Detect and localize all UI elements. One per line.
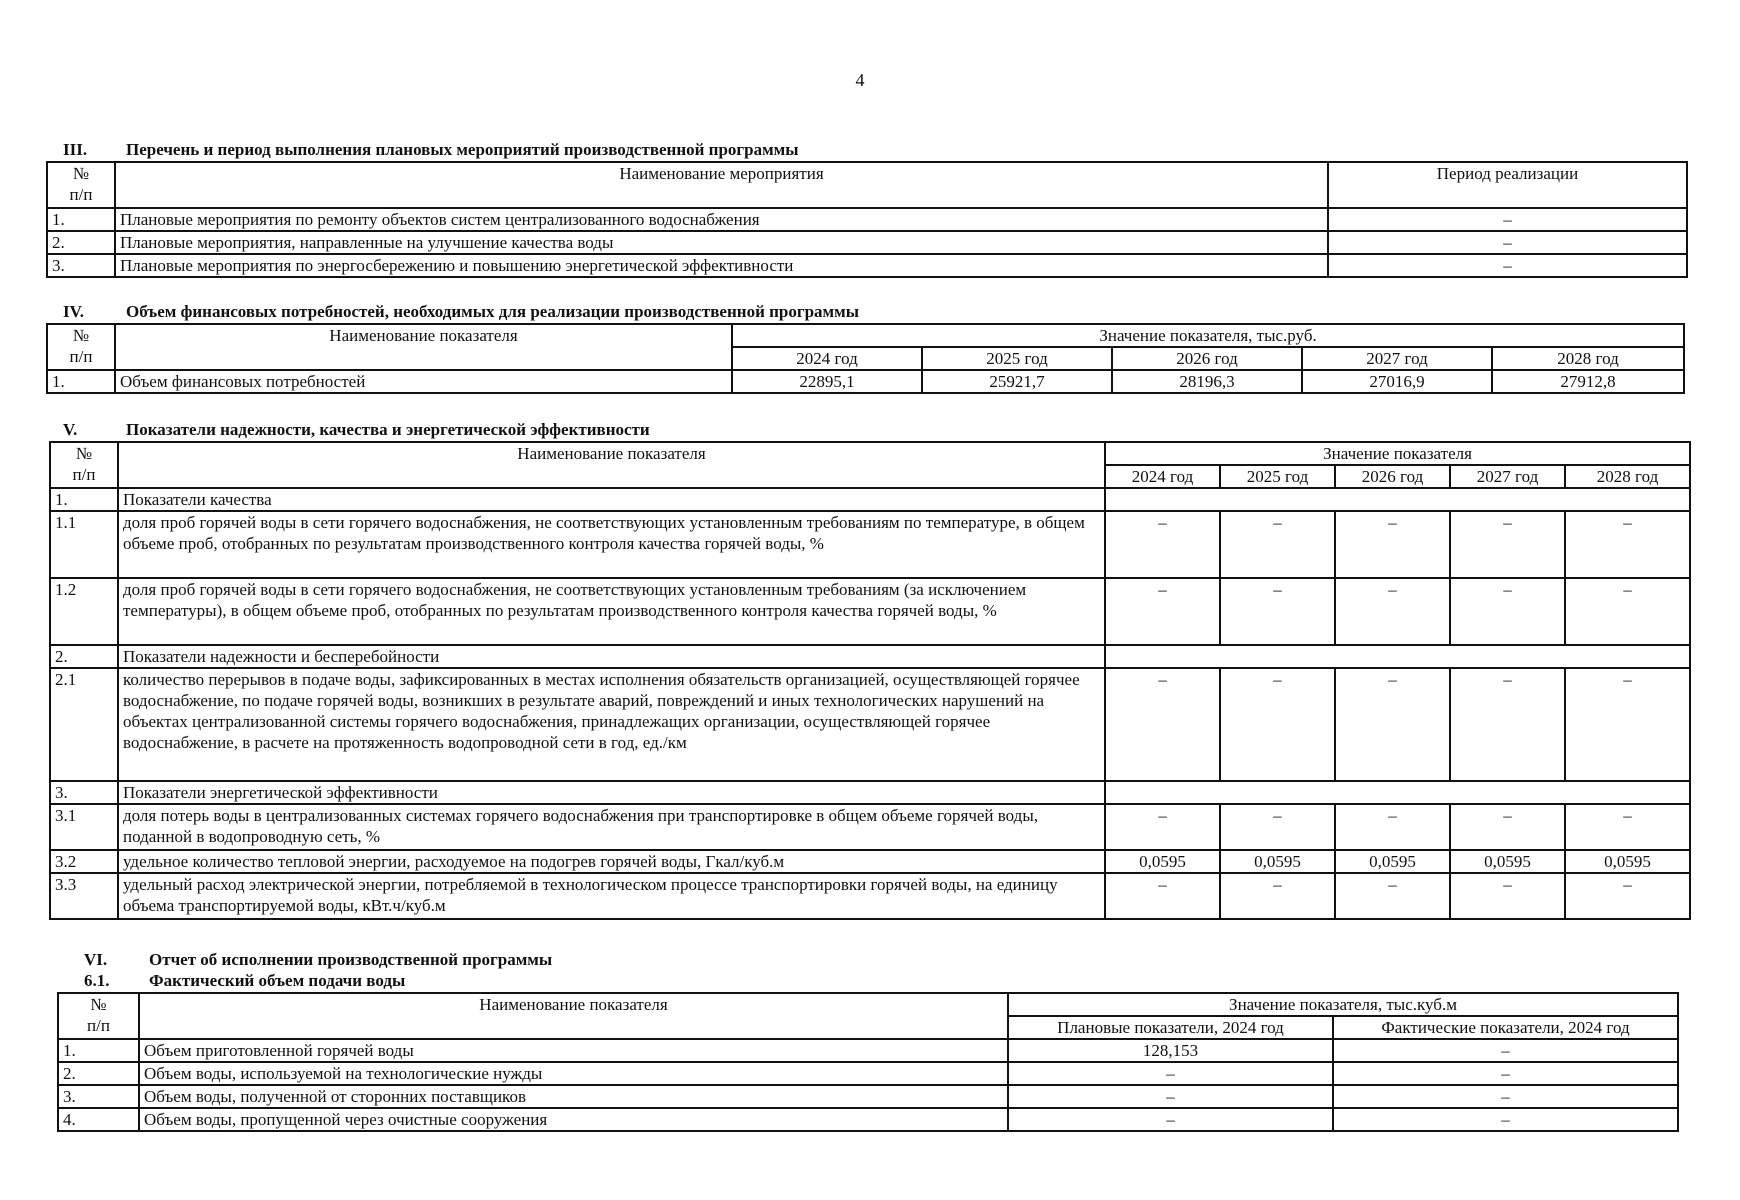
row-number: 3.3 (50, 873, 118, 919)
header-year: 2025 год (922, 347, 1112, 370)
table-row (58, 1062, 1678, 1085)
table-row (58, 1085, 1678, 1108)
row-number: 2. (50, 645, 118, 668)
header-indicator-name: Наименование показателя (139, 993, 1008, 1039)
table-group-row (50, 645, 1690, 668)
row-number: 2.1 (50, 668, 118, 781)
row-value: – (1220, 804, 1335, 850)
row-value: – (1220, 578, 1335, 645)
row-name: доля проб горячей воды в сети горячего водоснабжения, не соответствующих установленным требованиям (за исключением температуры), в общем объеме проб, отобранных по результатам производственного контроля качества горячей воды, % (118, 578, 1105, 645)
section-6-1-heading: Фактический объем подачи воды (149, 971, 406, 990)
header-year: 2024 год (732, 347, 922, 370)
row-name: Объем воды, используемой на технологические нужды (139, 1062, 1008, 1085)
row-name: удельный расход электрической энергии, потребляемой в технологическом процессе транспортировки горячей воды, на единицу объема транспортируемой воды, кВт.ч/куб.м (118, 873, 1105, 919)
row-name: Объем воды, пропущенной через очистные сооружения (139, 1108, 1008, 1131)
section-3-number: III. (63, 140, 88, 159)
row-value: 0,0595 (1335, 850, 1450, 873)
row-name: Показатели надежности и бесперебойности (118, 645, 1105, 668)
section-5-heading: Показатели надежности, качества и энергетической эффективности (126, 420, 650, 439)
row-value: – (1450, 668, 1565, 781)
row-period: – (1328, 208, 1687, 231)
row-fact: – (1333, 1108, 1678, 1131)
row-number: 1. (50, 488, 118, 511)
row-value: – (1335, 511, 1450, 578)
row-empty (1105, 781, 1690, 804)
table-group-row (50, 781, 1690, 804)
row-value: – (1565, 511, 1690, 578)
header-period: Период реализации (1328, 162, 1687, 208)
row-plan: 128,153 (1008, 1039, 1333, 1062)
row-value: – (1105, 668, 1220, 781)
row-value: 0,0595 (1450, 850, 1565, 873)
row-name: Объем финансовых потребностей (115, 370, 732, 393)
row-name: удельное количество тепловой энергии, расходуемое на подогрев горячей воды, Гкал/куб.м (118, 850, 1105, 873)
table-group-row (50, 488, 1690, 511)
header-number: № п/п (58, 993, 139, 1039)
row-value: – (1220, 668, 1335, 781)
section-6-heading: Отчет об исполнении производственной программы (149, 950, 553, 969)
table-row (58, 1039, 1678, 1062)
row-value: – (1565, 873, 1690, 919)
header-value: Значение показателя, тыс.руб. (732, 324, 1684, 347)
row-fact: – (1333, 1039, 1678, 1062)
table-row (50, 804, 1690, 850)
row-plan: – (1008, 1108, 1333, 1131)
page-number: 4 (855, 70, 865, 90)
row-value: – (1565, 804, 1690, 850)
row-name: Объем воды, полученной от сторонних поставщиков (139, 1085, 1008, 1108)
section-3-title (63, 140, 799, 160)
header-activity-name: Наименование мероприятия (115, 162, 1328, 208)
row-name: доля потерь воды в централизованных системах горячего водоснабжения при транспортировке в общем объеме горячей воды, поданной в водопроводную сеть, % (118, 804, 1105, 850)
row-number: 1. (47, 208, 115, 231)
financial-needs-table (46, 323, 1685, 394)
header-value: Значение показателя (1105, 442, 1690, 465)
header-plan: Плановые показатели, 2024 год (1008, 1016, 1333, 1039)
header-indicator-name: Наименование показателя (115, 324, 732, 370)
header-year: 2026 год (1112, 347, 1302, 370)
row-number: 3.2 (50, 850, 118, 873)
row-value: 0,0595 (1565, 850, 1690, 873)
header-year: 2026 год (1335, 465, 1450, 488)
header-year: 2027 год (1302, 347, 1492, 370)
row-value: – (1105, 511, 1220, 578)
row-number: 3. (50, 781, 118, 804)
header-year: 2028 год (1492, 347, 1684, 370)
row-value: – (1220, 511, 1335, 578)
row-empty (1105, 488, 1690, 511)
section-4-heading: Объем финансовых потребностей, необходимых для реализации производственной программы (126, 302, 859, 321)
header-year: 2024 год (1105, 465, 1220, 488)
activities-table (46, 161, 1688, 278)
row-name: Объем приготовленной горячей воды (139, 1039, 1008, 1062)
table-row (47, 370, 1684, 393)
row-plan: – (1008, 1085, 1333, 1108)
section-6-1-number: 6.1. (84, 971, 110, 990)
table-row (47, 231, 1687, 254)
table-header-row (50, 442, 1690, 465)
row-plan: – (1008, 1062, 1333, 1085)
table-row (47, 208, 1687, 231)
table-row (50, 511, 1690, 578)
table-header-row (47, 162, 1687, 208)
row-period: – (1328, 231, 1687, 254)
row-value: – (1335, 578, 1450, 645)
row-value: 25921,7 (922, 370, 1112, 393)
row-number: 2. (58, 1062, 139, 1085)
row-empty (1105, 645, 1690, 668)
row-number: 1.1 (50, 511, 118, 578)
row-name: Показатели качества (118, 488, 1105, 511)
row-value: 28196,3 (1112, 370, 1302, 393)
section-4-number: IV. (63, 302, 84, 321)
header-year: 2025 год (1220, 465, 1335, 488)
row-value: 0,0595 (1105, 850, 1220, 873)
row-value: – (1450, 511, 1565, 578)
row-value: – (1565, 578, 1690, 645)
header-number: № п/п (47, 162, 115, 208)
row-name: количество перерывов в подаче воды, зафиксированных в местах исполнения обязательств организацией, осуществляющей горячее водоснабжение, по подаче горячей воды, возникших в результате аварий, повреждений и иных технологических нарушений на объектах централизованной системы горячего водоснабжения, принадлежащих организации, осуществляющей горячее водоснабжение, в расчете на протяженность водопроводной сети в год, ед./км (118, 668, 1105, 781)
table-row (58, 1108, 1678, 1131)
row-value: – (1105, 804, 1220, 850)
row-value: – (1335, 873, 1450, 919)
row-value: – (1105, 578, 1220, 645)
table-header-row (58, 993, 1678, 1016)
row-name: доля проб горячей воды в сети горячего водоснабжения, не соответствующих установленным требованиям по температуре, в общем объеме проб, отобранных по результатам производственного контроля качества горячей воды, % (118, 511, 1105, 578)
row-number: 3.1 (50, 804, 118, 850)
row-period: – (1328, 254, 1687, 277)
row-value: 22895,1 (732, 370, 922, 393)
header-number: № п/п (50, 442, 118, 488)
row-value: – (1450, 578, 1565, 645)
table-row (47, 254, 1687, 277)
table-row (50, 578, 1690, 645)
header-year: 2027 год (1450, 465, 1565, 488)
section-6-1-title (84, 971, 405, 991)
row-number: 3. (47, 254, 115, 277)
section-4-title (63, 302, 859, 322)
table-row (50, 850, 1690, 873)
row-fact: – (1333, 1062, 1678, 1085)
water-supply-table (57, 992, 1679, 1132)
row-name: Плановые мероприятия по энергосбережению и повышению энергетической эффективности (115, 254, 1328, 277)
row-fact: – (1333, 1085, 1678, 1108)
row-number: 4. (58, 1108, 139, 1131)
row-number: 1. (58, 1039, 139, 1062)
table-row (50, 873, 1690, 919)
header-fact: Фактические показатели, 2024 год (1333, 1016, 1678, 1039)
row-value: – (1450, 873, 1565, 919)
row-number: 3. (58, 1085, 139, 1108)
row-number: 1. (47, 370, 115, 393)
section-6-number: VI. (84, 950, 108, 969)
row-name: Плановые мероприятия по ремонту объектов систем централизованного водоснабжения (115, 208, 1328, 231)
row-number: 1.2 (50, 578, 118, 645)
section-3-heading: Перечень и период выполнения плановых мероприятий производственной программы (126, 140, 799, 159)
row-value: – (1335, 804, 1450, 850)
row-name: Показатели энергетической эффективности (118, 781, 1105, 804)
row-value: – (1105, 873, 1220, 919)
reliability-indicators-table (49, 441, 1691, 920)
header-number: № п/п (47, 324, 115, 370)
header-value: Значение показателя, тыс.куб.м (1008, 993, 1678, 1016)
row-number: 2. (47, 231, 115, 254)
table-header-row (47, 324, 1684, 347)
header-indicator-name: Наименование показателя (118, 442, 1105, 488)
section-5-title (63, 420, 650, 440)
row-value: – (1565, 668, 1690, 781)
row-value: 0,0595 (1220, 850, 1335, 873)
section-5-number: V. (63, 420, 78, 439)
row-value: 27016,9 (1302, 370, 1492, 393)
row-value: – (1335, 668, 1450, 781)
header-year: 2028 год (1565, 465, 1690, 488)
row-value: – (1450, 804, 1565, 850)
row-value: 27912,8 (1492, 370, 1684, 393)
row-value: – (1220, 873, 1335, 919)
row-name: Плановые мероприятия, направленные на улучшение качества воды (115, 231, 1328, 254)
table-row (50, 668, 1690, 781)
section-6-title (84, 950, 552, 970)
